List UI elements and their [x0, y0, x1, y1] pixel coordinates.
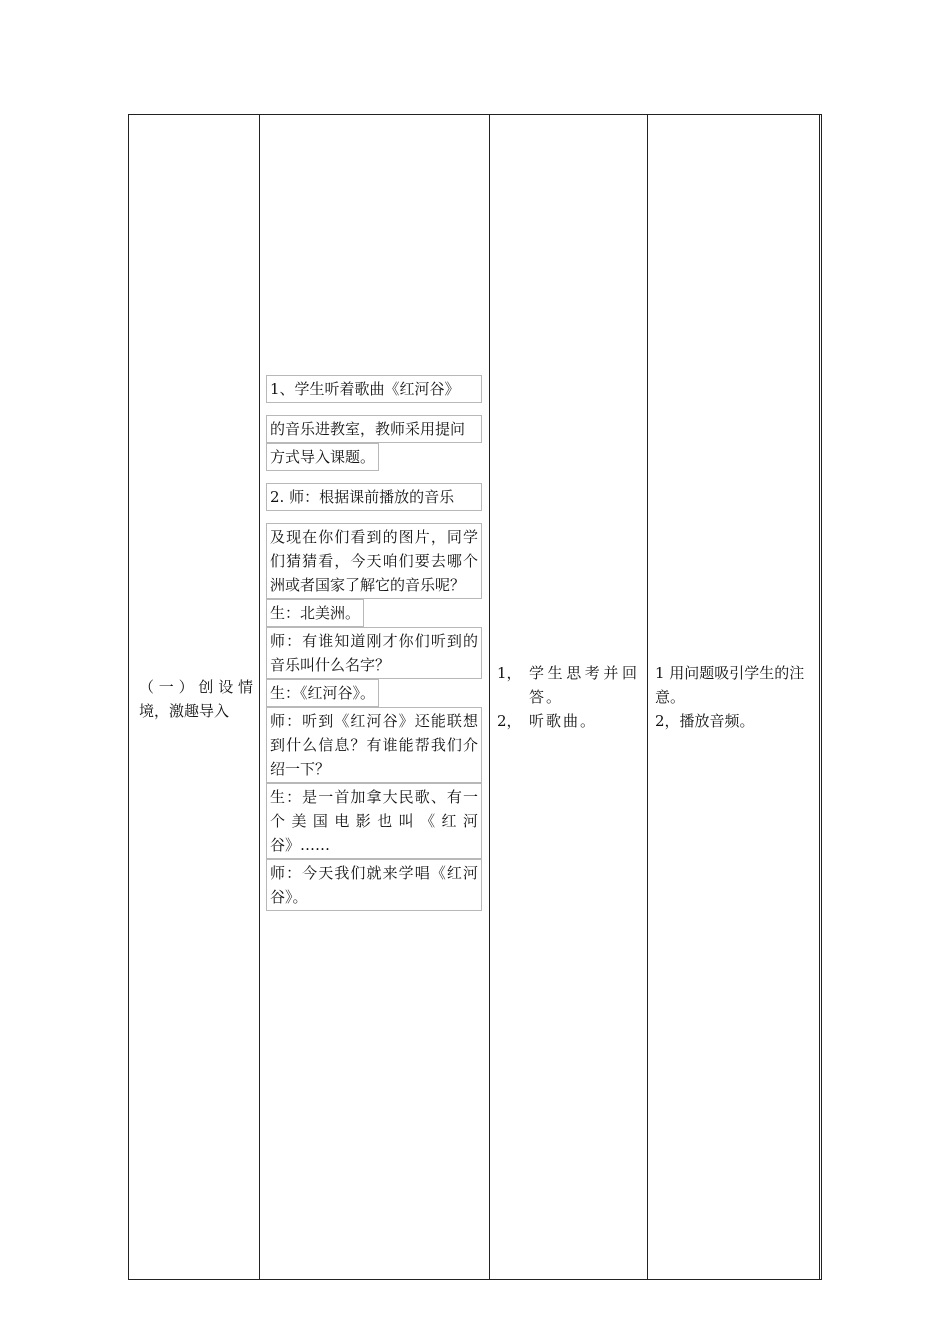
content-line: 生：是一首加拿大民歌、有一个美国电影也叫《红河谷》……: [266, 783, 482, 859]
content-line: 生：北美洲。: [266, 599, 364, 627]
stage-cell: （一）创设情境，激趣导入: [139, 678, 253, 720]
student-activity-item: [497, 661, 639, 709]
student-activity-cell: [497, 661, 639, 733]
paragraph-gap: [266, 471, 482, 483]
item-number: 2，: [497, 712, 522, 730]
content-line: 的音乐进教室，教师采用提问: [266, 415, 482, 443]
column-divider: [259, 115, 260, 1279]
paragraph-gap: [266, 511, 482, 523]
column-divider: [819, 115, 820, 1279]
content-line: 1、学生听着歌曲《红河谷》: [266, 375, 482, 403]
content-line: 师：有谁知道刚才你们听到的音乐叫什么名字？: [266, 627, 482, 679]
content-line: 师：听到《红河谷》还能联想到什么信息？有谁能帮我们介绍一下？: [266, 707, 482, 783]
content-line: 方式导入课题。: [266, 443, 379, 471]
lesson-table: [128, 114, 822, 1280]
content-line: 2. 师：根据课前播放的音乐: [266, 483, 482, 511]
paragraph-gap: [266, 403, 482, 415]
item-number: 1，: [497, 664, 522, 682]
content-line: 及现在你们看到的图片，同学们猜猜看，今天咱们要去哪个洲或者国家了解它的音乐呢？: [266, 523, 482, 599]
item-text: 听歌曲。: [529, 712, 598, 730]
column-divider: [489, 115, 490, 1279]
design-intent-item: 2，播放音频。: [655, 712, 755, 730]
content-line: 师：今天我们就来学唱《红河谷》。: [266, 859, 482, 911]
design-intent-item: 1 用问题吸引学生的注意。: [655, 664, 805, 706]
teacher-activity-cell: [266, 375, 482, 911]
item-text: 学生思考并回答。: [529, 664, 639, 706]
design-intent-cell: [655, 661, 815, 733]
column-divider: [647, 115, 648, 1279]
content-line: 生：《红河谷》。: [266, 679, 379, 707]
student-activity-item: [497, 709, 639, 733]
